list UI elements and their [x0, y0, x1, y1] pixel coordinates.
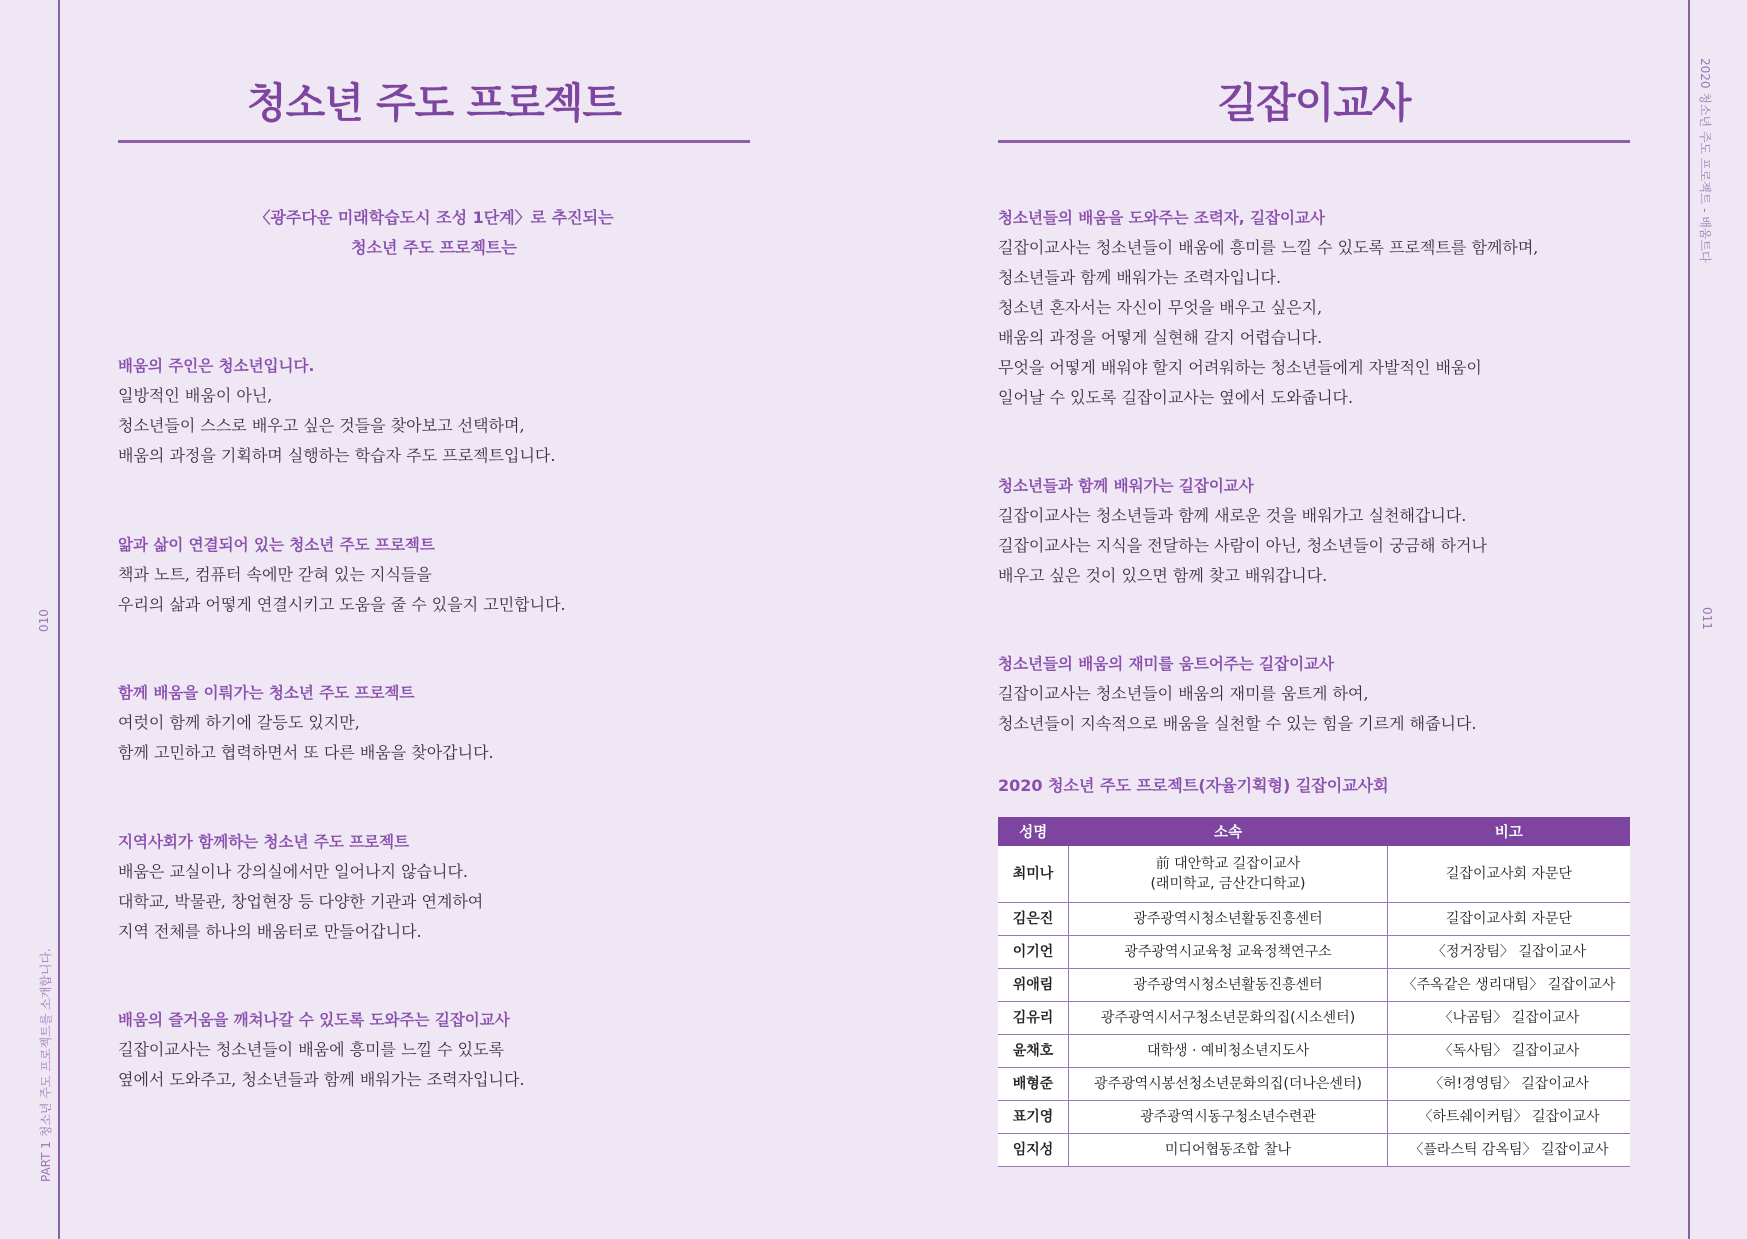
cell-name: 이기언: [998, 936, 1069, 969]
left-title-rule: [118, 140, 750, 143]
right-side-caption: 2020 청소년 주도 프로젝트 - 배움트다: [1698, 58, 1712, 263]
section-line: 배움의 과정을 어떻게 실현해 갈지 어렵습니다.: [998, 328, 1323, 347]
cell-affiliation: 광주광역시봉선청소년문화의집(더나은센터): [1069, 1068, 1388, 1101]
section-heading: 배움의 주인은 청소년입니다.: [118, 357, 315, 375]
left-page-number: 010: [37, 609, 51, 632]
intro-line: 청소년 주도 프로젝트는: [351, 238, 517, 257]
cell-note: 길잡이교사회 자문단: [1388, 903, 1631, 936]
section-line: 여럿이 함께 하기에 갈등도 있지만,: [118, 713, 360, 732]
cell-note: 〈나곰팀〉 길잡이교사: [1388, 1002, 1631, 1035]
cell-note: 〈하트쉐이커팀〉 길잡이교사: [1388, 1101, 1631, 1134]
table-row: [998, 1134, 1630, 1167]
section-heading: 청소년들의 배움의 재미를 움트어주는 길잡이교사: [998, 655, 1335, 673]
cell-note: 〈허!경영팀〉 길잡이교사: [1388, 1068, 1631, 1101]
cell-note: 〈독사팀〉 길잡이교사: [1388, 1035, 1631, 1068]
section-line: 일어날 수 있도록 길잡이교사는 옆에서 도와줍니다.: [998, 388, 1354, 407]
intro-line: 〈광주다운 미래학습도시 조성 1단계〉로 추진되는: [254, 208, 614, 227]
cell-affiliation: 광주광역시청소년활동진흥센터: [1069, 903, 1388, 936]
cell-note: 길잡이교사회 자문단: [1388, 846, 1631, 903]
table-row: [998, 1002, 1630, 1035]
cell-affiliation: 광주광역시서구청소년문화의집(시소센터): [1069, 1002, 1388, 1035]
cell-name: 김유리: [998, 1002, 1069, 1035]
cell-name: 김은진: [998, 903, 1069, 936]
left-page-title: 청소년 주도 프로젝트: [246, 79, 621, 127]
section-line: 청소년들이 지속적으로 배움을 실천할 수 있는 힘을 기르게 해줍니다.: [998, 714, 1477, 733]
section-line: 지역 전체를 하나의 배움터로 만들어갑니다.: [118, 922, 422, 941]
cell-note: 〈플라스틱 감옥팀〉 길잡이교사: [1388, 1134, 1631, 1167]
section-line: 길잡이교사는 청소년들과 함께 새로운 것을 배워가고 실천해갑니다.: [998, 506, 1467, 525]
section-line: 옆에서 도와주고, 청소년들과 함께 배워가는 조력자입니다.: [118, 1070, 525, 1089]
table-header-row: [998, 817, 1630, 846]
cell-affiliation-line: (래미학교, 금산간디학교): [1150, 876, 1306, 892]
teacher-table: [998, 817, 1630, 1167]
right-page-title: 길잡이교사: [1217, 79, 1411, 127]
cell-affiliation: 미디어협동조합 찰나: [1069, 1134, 1388, 1167]
section-line: 대학교, 박물관, 창업현장 등 다양한 기관과 연계하여: [118, 892, 484, 911]
cell-affiliation: 광주광역시청소년활동진흥센터: [1069, 969, 1388, 1002]
cell-affiliation: [1069, 846, 1388, 903]
table-row: [998, 1068, 1630, 1101]
section-line: 길잡이교사는 청소년들이 배움에 흥미를 느낄 수 있도록 프로젝트를 함께하며,: [998, 238, 1539, 257]
table-row: [998, 1035, 1630, 1068]
section-line: 우리의 삶과 어떻게 연결시키고 도움을 줄 수 있을지 고민합니다.: [118, 595, 566, 614]
section-line: 청소년 혼자서는 자신이 무엇을 배우고 싶은지,: [998, 298, 1323, 317]
section-heading: 청소년들의 배움을 도와주는 조력자, 길잡이교사: [998, 209, 1325, 227]
right-margin-line: [1688, 0, 1690, 1239]
left-intro: [118, 203, 750, 263]
cell-name: 임지성: [998, 1134, 1069, 1167]
table-row: [998, 1101, 1630, 1134]
teacher-table-title: 2020 청소년 주도 프로젝트(자율기획형) 길잡이교사회: [998, 776, 1389, 795]
right-section-helper: [998, 203, 1538, 413]
table-row: [998, 846, 1630, 903]
section-line: 일방적인 배움이 아닌,: [118, 386, 273, 405]
cell-note: 〈주옥같은 생리대팀〉 길잡이교사: [1388, 969, 1631, 1002]
section-line: 책과 노트, 컴퓨터 속에만 갇혀 있는 지식들을: [118, 565, 432, 584]
left-section-together: [118, 678, 494, 768]
table-row: [998, 903, 1630, 936]
section-line: 길잡이교사는 지식을 전달하는 사람이 아닌, 청소년들이 궁금해 하거나: [998, 536, 1487, 555]
left-margin-line: [58, 0, 60, 1239]
section-line: 무엇을 어떻게 배워야 할지 어려워하는 청소년들에게 자발적인 배움이: [998, 358, 1482, 377]
left-side-caption: PART 1 청소년 주도 프로젝트를 소개합니다.: [39, 948, 53, 1182]
section-line: 청소년들이 스스로 배우고 싶은 것들을 찾아보고 선택하며,: [118, 416, 525, 435]
right-section-joy: [998, 649, 1477, 739]
cell-name: 배형준: [998, 1068, 1069, 1101]
cell-name: 위애림: [998, 969, 1069, 1002]
table-row: [998, 936, 1630, 969]
header-name: 성명: [998, 817, 1069, 846]
section-line: 길잡이교사는 청소년들이 배움의 재미를 움트게 하여,: [998, 684, 1369, 703]
cell-name: 윤채호: [998, 1035, 1069, 1068]
header-note: 비고: [1388, 817, 1631, 846]
table-row: [998, 969, 1630, 1002]
left-section-community: [118, 827, 483, 947]
left-section-knowledge-life: [118, 530, 566, 620]
left-section-guide-teacher: [118, 1005, 525, 1095]
section-heading: 배움의 즐거움을 깨쳐나갈 수 있도록 도와주는 길잡이교사: [118, 1011, 510, 1029]
section-heading: 앎과 삶이 연결되어 있는 청소년 주도 프로젝트: [118, 536, 435, 554]
header-affiliation: 소속: [1069, 817, 1388, 846]
right-section-learning-together: [998, 471, 1487, 591]
section-line: 길잡이교사는 청소년들이 배움에 흥미를 느낄 수 있도록: [118, 1040, 505, 1059]
section-line: 배우고 싶은 것이 있으면 함께 찾고 배워갑니다.: [998, 566, 1328, 585]
cell-affiliation: 광주광역시교육청 교육정책연구소: [1069, 936, 1388, 969]
section-heading: 지역사회가 함께하는 청소년 주도 프로젝트: [118, 833, 410, 851]
right-title-rule: [998, 140, 1630, 143]
cell-affiliation: 광주광역시동구청소년수련관: [1069, 1101, 1388, 1134]
cell-name: 표기영: [998, 1101, 1069, 1134]
cell-affiliation-line: 前 대안학교 길잡이교사: [1155, 856, 1301, 872]
cell-affiliation: 대학생 · 예비청소년지도사: [1069, 1035, 1388, 1068]
cell-note: 〈정거장팀〉 길잡이교사: [1388, 936, 1631, 969]
cell-name: 최미나: [998, 846, 1069, 903]
section-line: 배움은 교실이나 강의실에서만 일어나지 않습니다.: [118, 862, 469, 881]
section-line: 배움의 과정을 기획하며 실행하는 학습자 주도 프로젝트입니다.: [118, 446, 556, 465]
section-line: 청소년들과 함께 배워가는 조력자입니다.: [998, 268, 1282, 287]
section-heading: 함께 배움을 이뤄가는 청소년 주도 프로젝트: [118, 684, 415, 702]
section-line: 함께 고민하고 협력하면서 또 다른 배움을 찾아갑니다.: [118, 743, 494, 762]
left-section-learner-owner: [118, 351, 555, 471]
right-page-number: 011: [1700, 607, 1714, 630]
section-heading: 청소년들과 함께 배워가는 길잡이교사: [998, 477, 1254, 495]
